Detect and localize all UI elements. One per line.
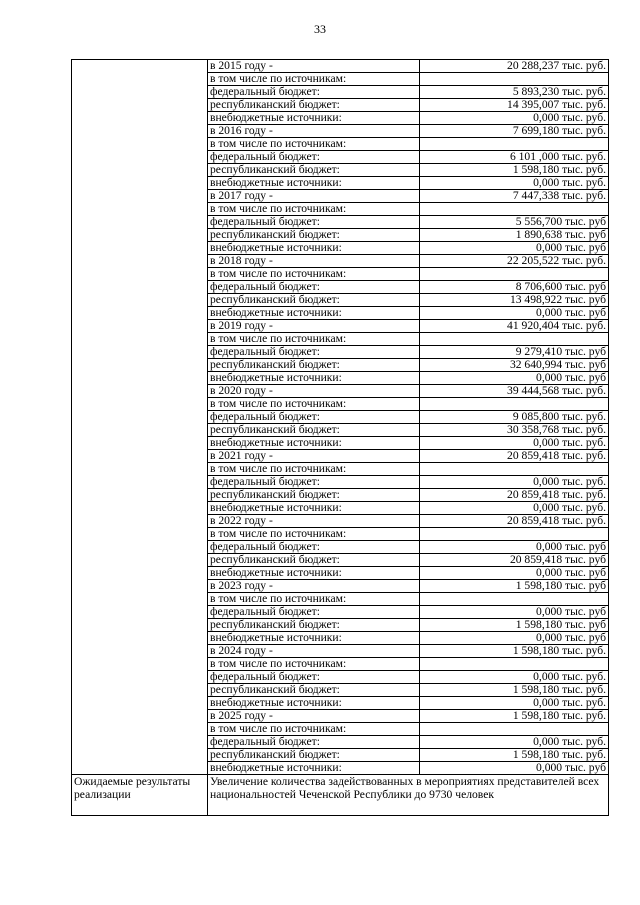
row-label: в 2016 году - bbox=[208, 125, 420, 138]
row-label: в том числе по источникам: bbox=[208, 528, 420, 541]
row-label: в 2022 году - bbox=[208, 515, 420, 528]
row-value: 20 859,418 тыс. руб. bbox=[420, 489, 609, 502]
row-header-cell bbox=[72, 658, 208, 671]
row-label: в том числе по источникам: bbox=[208, 593, 420, 606]
row-header-cell bbox=[72, 502, 208, 515]
row-header-cell bbox=[72, 749, 208, 762]
row-header-cell bbox=[72, 346, 208, 359]
row-header-cell bbox=[72, 437, 208, 450]
budget-table bbox=[71, 59, 609, 816]
row-header-cell bbox=[72, 125, 208, 138]
table-row bbox=[72, 762, 609, 775]
row-header-cell bbox=[72, 190, 208, 203]
row-header-cell bbox=[72, 398, 208, 411]
table-row bbox=[72, 385, 609, 398]
row-header-cell bbox=[72, 424, 208, 437]
table-row bbox=[72, 424, 609, 437]
table-row bbox=[72, 320, 609, 333]
table-row bbox=[72, 333, 609, 346]
table-row bbox=[72, 294, 609, 307]
row-label: в 2018 году - bbox=[208, 255, 420, 268]
row-header-cell bbox=[72, 710, 208, 723]
row-label: внебюджетные источники: bbox=[208, 697, 420, 710]
row-value: 6 101 ,000 тыс. руб. bbox=[420, 151, 609, 164]
table-row bbox=[72, 190, 609, 203]
table-row bbox=[72, 606, 609, 619]
row-value: 39 444,568 тыс. руб. bbox=[420, 385, 609, 398]
row-label: республиканский бюджет: bbox=[208, 749, 420, 762]
table-row bbox=[72, 138, 609, 151]
table-row bbox=[72, 684, 609, 697]
table-row bbox=[72, 593, 609, 606]
row-label: республиканский бюджет: bbox=[208, 489, 420, 502]
row-header-cell bbox=[72, 567, 208, 580]
row-label: федеральный бюджет: bbox=[208, 411, 420, 424]
table-row bbox=[72, 697, 609, 710]
row-label: республиканский бюджет: bbox=[208, 684, 420, 697]
row-label: внебюджетные источники: bbox=[208, 762, 420, 775]
table-row bbox=[72, 229, 609, 242]
row-label: внебюджетные источники: bbox=[208, 567, 420, 580]
table-row bbox=[72, 281, 609, 294]
row-value: 30 358,768 тыс. руб. bbox=[420, 424, 609, 437]
row-label: федеральный бюджет: bbox=[208, 671, 420, 684]
row-header-cell bbox=[72, 593, 208, 606]
row-value bbox=[420, 203, 609, 216]
row-header-cell bbox=[72, 268, 208, 281]
row-header-cell bbox=[72, 684, 208, 697]
row-value: 5 556,700 тыс. руб bbox=[420, 216, 609, 229]
row-value: 0,000 тыс. руб bbox=[420, 606, 609, 619]
row-value: 9 085,800 тыс. руб. bbox=[420, 411, 609, 424]
row-label: федеральный бюджет: bbox=[208, 151, 420, 164]
row-value: 0,000 тыс. руб. bbox=[420, 177, 609, 190]
row-header-cell bbox=[72, 619, 208, 632]
table-row bbox=[72, 359, 609, 372]
row-value: 22 205,522 тыс. руб. bbox=[420, 255, 609, 268]
row-header-cell bbox=[72, 177, 208, 190]
row-header-cell bbox=[72, 242, 208, 255]
row-label: в 2020 году - bbox=[208, 385, 420, 398]
row-header-cell bbox=[72, 489, 208, 502]
row-label: внебюджетные источники: bbox=[208, 502, 420, 515]
row-header-cell bbox=[72, 528, 208, 541]
table-row bbox=[72, 151, 609, 164]
row-header-cell bbox=[72, 307, 208, 320]
row-header-cell bbox=[72, 73, 208, 86]
table-row bbox=[72, 658, 609, 671]
row-label: федеральный бюджет: bbox=[208, 86, 420, 99]
row-header-cell bbox=[72, 203, 208, 216]
row-label: в 2023 году - bbox=[208, 580, 420, 593]
table-row bbox=[72, 450, 609, 463]
table-row bbox=[72, 242, 609, 255]
table-row bbox=[72, 73, 609, 86]
row-value: 0,000 тыс. руб bbox=[420, 632, 609, 645]
row-label: в том числе по источникам: bbox=[208, 723, 420, 736]
row-header-cell bbox=[72, 645, 208, 658]
row-label: республиканский бюджет: bbox=[208, 99, 420, 112]
row-header-cell bbox=[72, 216, 208, 229]
row-value: 0,000 тыс. руб bbox=[420, 242, 609, 255]
row-value: 20 288,237 тыс. руб. bbox=[420, 60, 609, 73]
row-value: 9 279,410 тыс. руб bbox=[420, 346, 609, 359]
table-row bbox=[72, 307, 609, 320]
row-value bbox=[420, 333, 609, 346]
row-label: внебюджетные источники: bbox=[208, 242, 420, 255]
row-value: 0,000 тыс. руб bbox=[420, 307, 609, 320]
row-header-cell bbox=[72, 580, 208, 593]
row-value: 7 447,338 тыс. руб. bbox=[420, 190, 609, 203]
table-row bbox=[72, 398, 609, 411]
row-header-cell bbox=[72, 762, 208, 775]
row-label: в том числе по источникам: bbox=[208, 333, 420, 346]
row-label: в 2015 году - bbox=[208, 60, 420, 73]
row-label: федеральный бюджет: bbox=[208, 541, 420, 554]
budget-table-body bbox=[72, 60, 609, 775]
row-label: в 2024 году - bbox=[208, 645, 420, 658]
row-label: в 2017 году - bbox=[208, 190, 420, 203]
row-header-cell bbox=[72, 606, 208, 619]
row-value: 0,000 тыс. руб. bbox=[420, 697, 609, 710]
row-header-cell bbox=[72, 333, 208, 346]
row-label: в 2025 году - bbox=[208, 710, 420, 723]
row-header-cell bbox=[72, 372, 208, 385]
table-row bbox=[72, 619, 609, 632]
row-value bbox=[420, 73, 609, 86]
expected-results-row bbox=[72, 775, 609, 816]
row-label: в том числе по источникам: bbox=[208, 73, 420, 86]
row-value bbox=[420, 268, 609, 281]
row-value: 1 598,180 тыс. руб bbox=[420, 619, 609, 632]
table-row bbox=[72, 437, 609, 450]
row-label: республиканский бюджет: bbox=[208, 619, 420, 632]
table-row bbox=[72, 632, 609, 645]
table-row bbox=[72, 736, 609, 749]
row-header-cell bbox=[72, 229, 208, 242]
row-label: республиканский бюджет: bbox=[208, 164, 420, 177]
table-row bbox=[72, 216, 609, 229]
table-row bbox=[72, 99, 609, 112]
table-row bbox=[72, 255, 609, 268]
row-value: 1 890,638 тыс. руб bbox=[420, 229, 609, 242]
row-label: федеральный бюджет: bbox=[208, 736, 420, 749]
row-header-cell bbox=[72, 450, 208, 463]
table-row bbox=[72, 554, 609, 567]
table-row bbox=[72, 203, 609, 216]
row-value: 20 859,418 тыс. руб. bbox=[420, 515, 609, 528]
row-header-cell bbox=[72, 60, 208, 73]
row-value: 0,000 тыс. руб. bbox=[420, 112, 609, 125]
row-header-cell bbox=[72, 151, 208, 164]
row-header-cell bbox=[72, 255, 208, 268]
table-row bbox=[72, 164, 609, 177]
row-label: внебюджетные источники: bbox=[208, 437, 420, 450]
row-value bbox=[420, 723, 609, 736]
table-row bbox=[72, 372, 609, 385]
row-value: 0,000 тыс. руб. bbox=[420, 671, 609, 684]
row-label: внебюджетные источники: bbox=[208, 177, 420, 190]
row-header-cell bbox=[72, 463, 208, 476]
row-value: 1 598,180 тыс. руб. bbox=[420, 645, 609, 658]
table-row bbox=[72, 723, 609, 736]
row-label: федеральный бюджет: bbox=[208, 346, 420, 359]
table-row bbox=[72, 541, 609, 554]
row-header-cell bbox=[72, 86, 208, 99]
table-row bbox=[72, 749, 609, 762]
table-row bbox=[72, 112, 609, 125]
row-value: 1 598,180 тыс. руб. bbox=[420, 710, 609, 723]
row-label: внебюджетные источники: bbox=[208, 307, 420, 320]
table-row bbox=[72, 60, 609, 73]
table-row bbox=[72, 645, 609, 658]
row-value: 1 598,180 тыс. руб bbox=[420, 580, 609, 593]
row-value: 0,000 тыс. руб bbox=[420, 567, 609, 580]
table-row bbox=[72, 463, 609, 476]
row-label: республиканский бюджет: bbox=[208, 554, 420, 567]
row-label: в 2021 году - bbox=[208, 450, 420, 463]
row-header-cell bbox=[72, 476, 208, 489]
row-label: в том числе по источникам: bbox=[208, 658, 420, 671]
row-value bbox=[420, 593, 609, 606]
row-label: республиканский бюджет: bbox=[208, 294, 420, 307]
table-row bbox=[72, 567, 609, 580]
expected-results-text: Увеличение количества задействованных в мероприятиях представителей всех национальностей Чеченской Республики до 9730 человек bbox=[208, 775, 609, 816]
row-label: внебюджетные источники: bbox=[208, 632, 420, 645]
row-label: в 2019 году - bbox=[208, 320, 420, 333]
row-value: 1 598,180 тыс. руб. bbox=[420, 164, 609, 177]
row-header-cell bbox=[72, 554, 208, 567]
row-value bbox=[420, 528, 609, 541]
table-row bbox=[72, 411, 609, 424]
row-value bbox=[420, 463, 609, 476]
row-header-cell bbox=[72, 632, 208, 645]
row-value: 0,000 тыс. руб. bbox=[420, 502, 609, 515]
row-value: 13 498,922 тыс. руб bbox=[420, 294, 609, 307]
row-value: 0,000 тыс. руб. bbox=[420, 437, 609, 450]
row-header-cell bbox=[72, 294, 208, 307]
row-header-cell bbox=[72, 736, 208, 749]
row-label: в том числе по источникам: bbox=[208, 268, 420, 281]
row-header-cell bbox=[72, 723, 208, 736]
row-header-cell bbox=[72, 541, 208, 554]
row-header-cell bbox=[72, 99, 208, 112]
row-header-cell bbox=[72, 164, 208, 177]
row-label: республиканский бюджет: bbox=[208, 359, 420, 372]
row-label: федеральный бюджет: bbox=[208, 476, 420, 489]
row-value: 41 920,404 тыс. руб. bbox=[420, 320, 609, 333]
row-label: в том числе по источникам: bbox=[208, 203, 420, 216]
row-header-cell bbox=[72, 385, 208, 398]
table-row bbox=[72, 346, 609, 359]
row-value: 20 859,418 тыс. руб bbox=[420, 554, 609, 567]
row-label: внебюджетные источники: bbox=[208, 372, 420, 385]
table-row bbox=[72, 502, 609, 515]
row-label: в том числе по источникам: bbox=[208, 138, 420, 151]
row-value bbox=[420, 138, 609, 151]
table-row bbox=[72, 125, 609, 138]
row-label: федеральный бюджет: bbox=[208, 606, 420, 619]
row-label: федеральный бюджет: bbox=[208, 216, 420, 229]
table-row bbox=[72, 710, 609, 723]
expected-results-label: Ожидаемые результаты реализации bbox=[72, 775, 208, 816]
row-value: 0,000 тыс. руб bbox=[420, 372, 609, 385]
row-header-cell bbox=[72, 411, 208, 424]
row-header-cell bbox=[72, 281, 208, 294]
row-value: 8 706,600 тыс. руб bbox=[420, 281, 609, 294]
row-label: в том числе по источникам: bbox=[208, 398, 420, 411]
table-row bbox=[72, 671, 609, 684]
row-value: 14 395,007 тыс. руб. bbox=[420, 99, 609, 112]
row-header-cell bbox=[72, 671, 208, 684]
page-number: 33 bbox=[314, 22, 326, 36]
table-row bbox=[72, 515, 609, 528]
table-row bbox=[72, 268, 609, 281]
row-value: 7 699,180 тыс. руб. bbox=[420, 125, 609, 138]
row-value: 0,000 тыс. руб. bbox=[420, 736, 609, 749]
row-header-cell bbox=[72, 359, 208, 372]
row-label: республиканский бюджет: bbox=[208, 424, 420, 437]
table-row bbox=[72, 489, 609, 502]
table-row bbox=[72, 177, 609, 190]
row-value bbox=[420, 658, 609, 671]
row-value: 32 640,994 тыс. руб bbox=[420, 359, 609, 372]
row-value: 5 893,230 тыс. руб. bbox=[420, 86, 609, 99]
row-value: 0,000 тыс. руб. bbox=[420, 476, 609, 489]
row-label: в том числе по источникам: bbox=[208, 463, 420, 476]
row-header-cell bbox=[72, 320, 208, 333]
table-row bbox=[72, 580, 609, 593]
table-row bbox=[72, 86, 609, 99]
row-value: 0,000 тыс. руб bbox=[420, 762, 609, 775]
row-header-cell bbox=[72, 515, 208, 528]
row-value bbox=[420, 398, 609, 411]
row-label: республиканский бюджет: bbox=[208, 229, 420, 242]
row-header-cell bbox=[72, 112, 208, 125]
row-label: внебюджетные источники: bbox=[208, 112, 420, 125]
table-row bbox=[72, 528, 609, 541]
row-value: 0,000 тыс. руб bbox=[420, 541, 609, 554]
row-label: федеральный бюджет: bbox=[208, 281, 420, 294]
table-row bbox=[72, 476, 609, 489]
row-value: 20 859,418 тыс. руб. bbox=[420, 450, 609, 463]
row-header-cell bbox=[72, 138, 208, 151]
row-value: 1 598,180 тыс. руб. bbox=[420, 684, 609, 697]
row-value: 1 598,180 тыс. руб. bbox=[420, 749, 609, 762]
row-header-cell bbox=[72, 697, 208, 710]
